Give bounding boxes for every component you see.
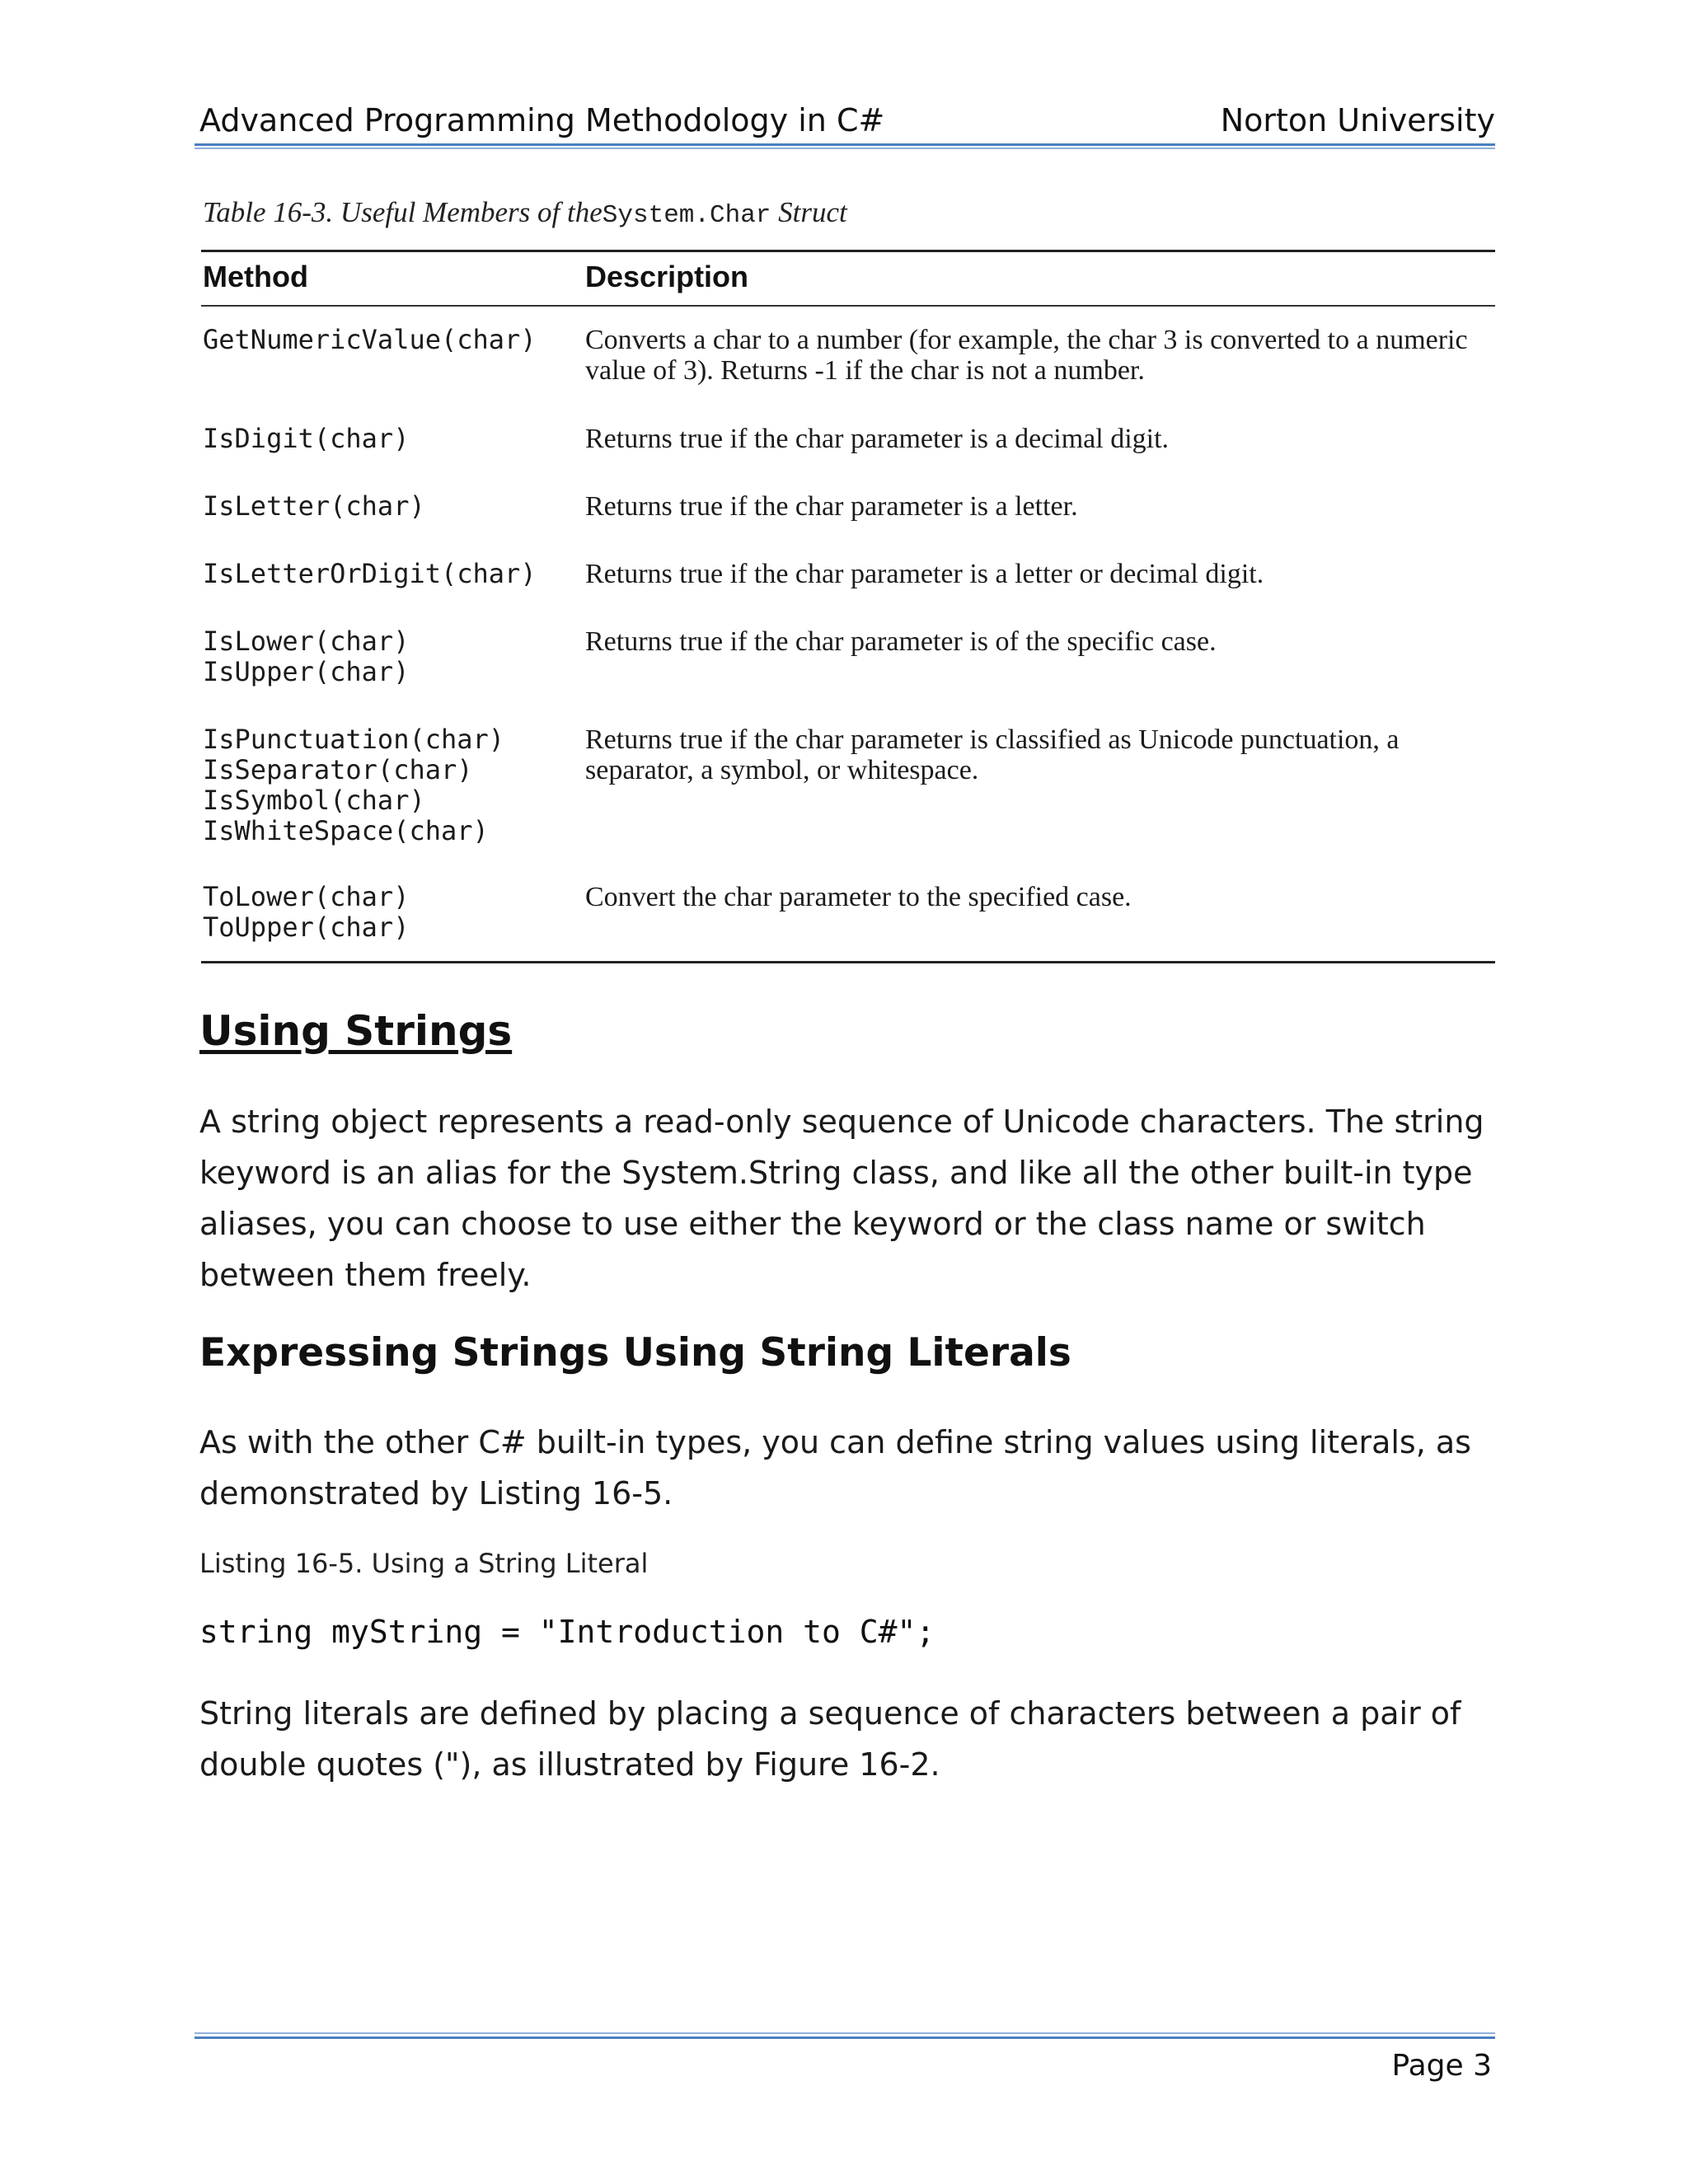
table-bottom-rule: [201, 961, 1495, 963]
method-cell: IsDigit(char): [203, 423, 410, 454]
table-caption: [203, 196, 847, 230]
subsection-paragraph-1: As with the other C# built-in types, you can define string values using literals, as demonstrated by Listing 16-5.: [199, 1424, 1471, 1511]
caption-code: System.Char: [602, 201, 771, 230]
description-cell: Returns true if the char parameter is classified as Unicode punctuation, a separator, a symbol, or whitespace.: [585, 724, 1400, 785]
header-rule: [195, 143, 1495, 146]
description-cell: Returns true if the char parameter is of the specific case.: [585, 626, 1217, 657]
table-top-rule: [201, 250, 1495, 252]
subsection-heading: Expressing Strings Using String Literals: [199, 1330, 1071, 1376]
table-header-rule: [201, 305, 1495, 307]
caption-suffix: Struct: [778, 196, 847, 228]
section-heading: Using Strings: [199, 1007, 513, 1055]
column-header-method: Method: [203, 260, 308, 293]
page-number: Page 3: [1391, 2049, 1492, 2083]
footer-rule: [195, 2036, 1495, 2039]
caption-prefix: Table 16-3. Useful Members of the: [203, 196, 603, 228]
method-cell: IsPunctuation(char) IsSeparator(char) IsSymbol(char) IsWhiteSpace(char): [203, 724, 505, 846]
code-listing: string myString = "Introduction to C#";: [199, 1614, 935, 1650]
description-cell: Returns true if the char parameter is a decimal digit.: [585, 424, 1170, 454]
description-cell: Convert the char parameter to the specified case.: [585, 882, 1132, 912]
listing-caption: Listing 16-5. Using a String Literal: [199, 1548, 649, 1579]
section-paragraph: A string object represents a read-only sequence of Unicode characters. The string keyword is an alias for the System.String class, and like all the other built-in type aliases, you can choose to use either the keyword or the class name or switch between them freely.: [199, 1104, 1484, 1293]
description-cell: Converts a char to a number (for example, the char 3 is converted to a numeric value of 3). Returns -1 if the char is not a number.: [585, 325, 1468, 386]
method-cell: IsLetterOrDigit(char): [203, 558, 537, 589]
description-cell: Returns true if the char parameter is a letter.: [585, 491, 1078, 522]
footer-rule-thin: [195, 2032, 1495, 2034]
method-cell: IsLetter(char): [203, 490, 425, 522]
subsection-paragraph-2: String literals are defined by placing a sequence of characters between a pair of double quotes ("), as illustrated by Figure 16-2.: [199, 1695, 1461, 1783]
method-cell: ToLower(char) ToUpper(char): [203, 881, 410, 943]
description-cell: Returns true if the char parameter is a letter or decimal digit.: [585, 559, 1264, 589]
column-header-description: Description: [585, 260, 749, 293]
header-title: Advanced Programming Methodology in C#: [199, 102, 885, 138]
method-cell: IsLower(char) IsUpper(char): [203, 626, 410, 687]
page-header: [199, 99, 1495, 142]
header-institution: Norton University: [1220, 102, 1495, 138]
method-cell: GetNumericValue(char): [203, 324, 537, 355]
header-rule-thin: [195, 148, 1495, 149]
